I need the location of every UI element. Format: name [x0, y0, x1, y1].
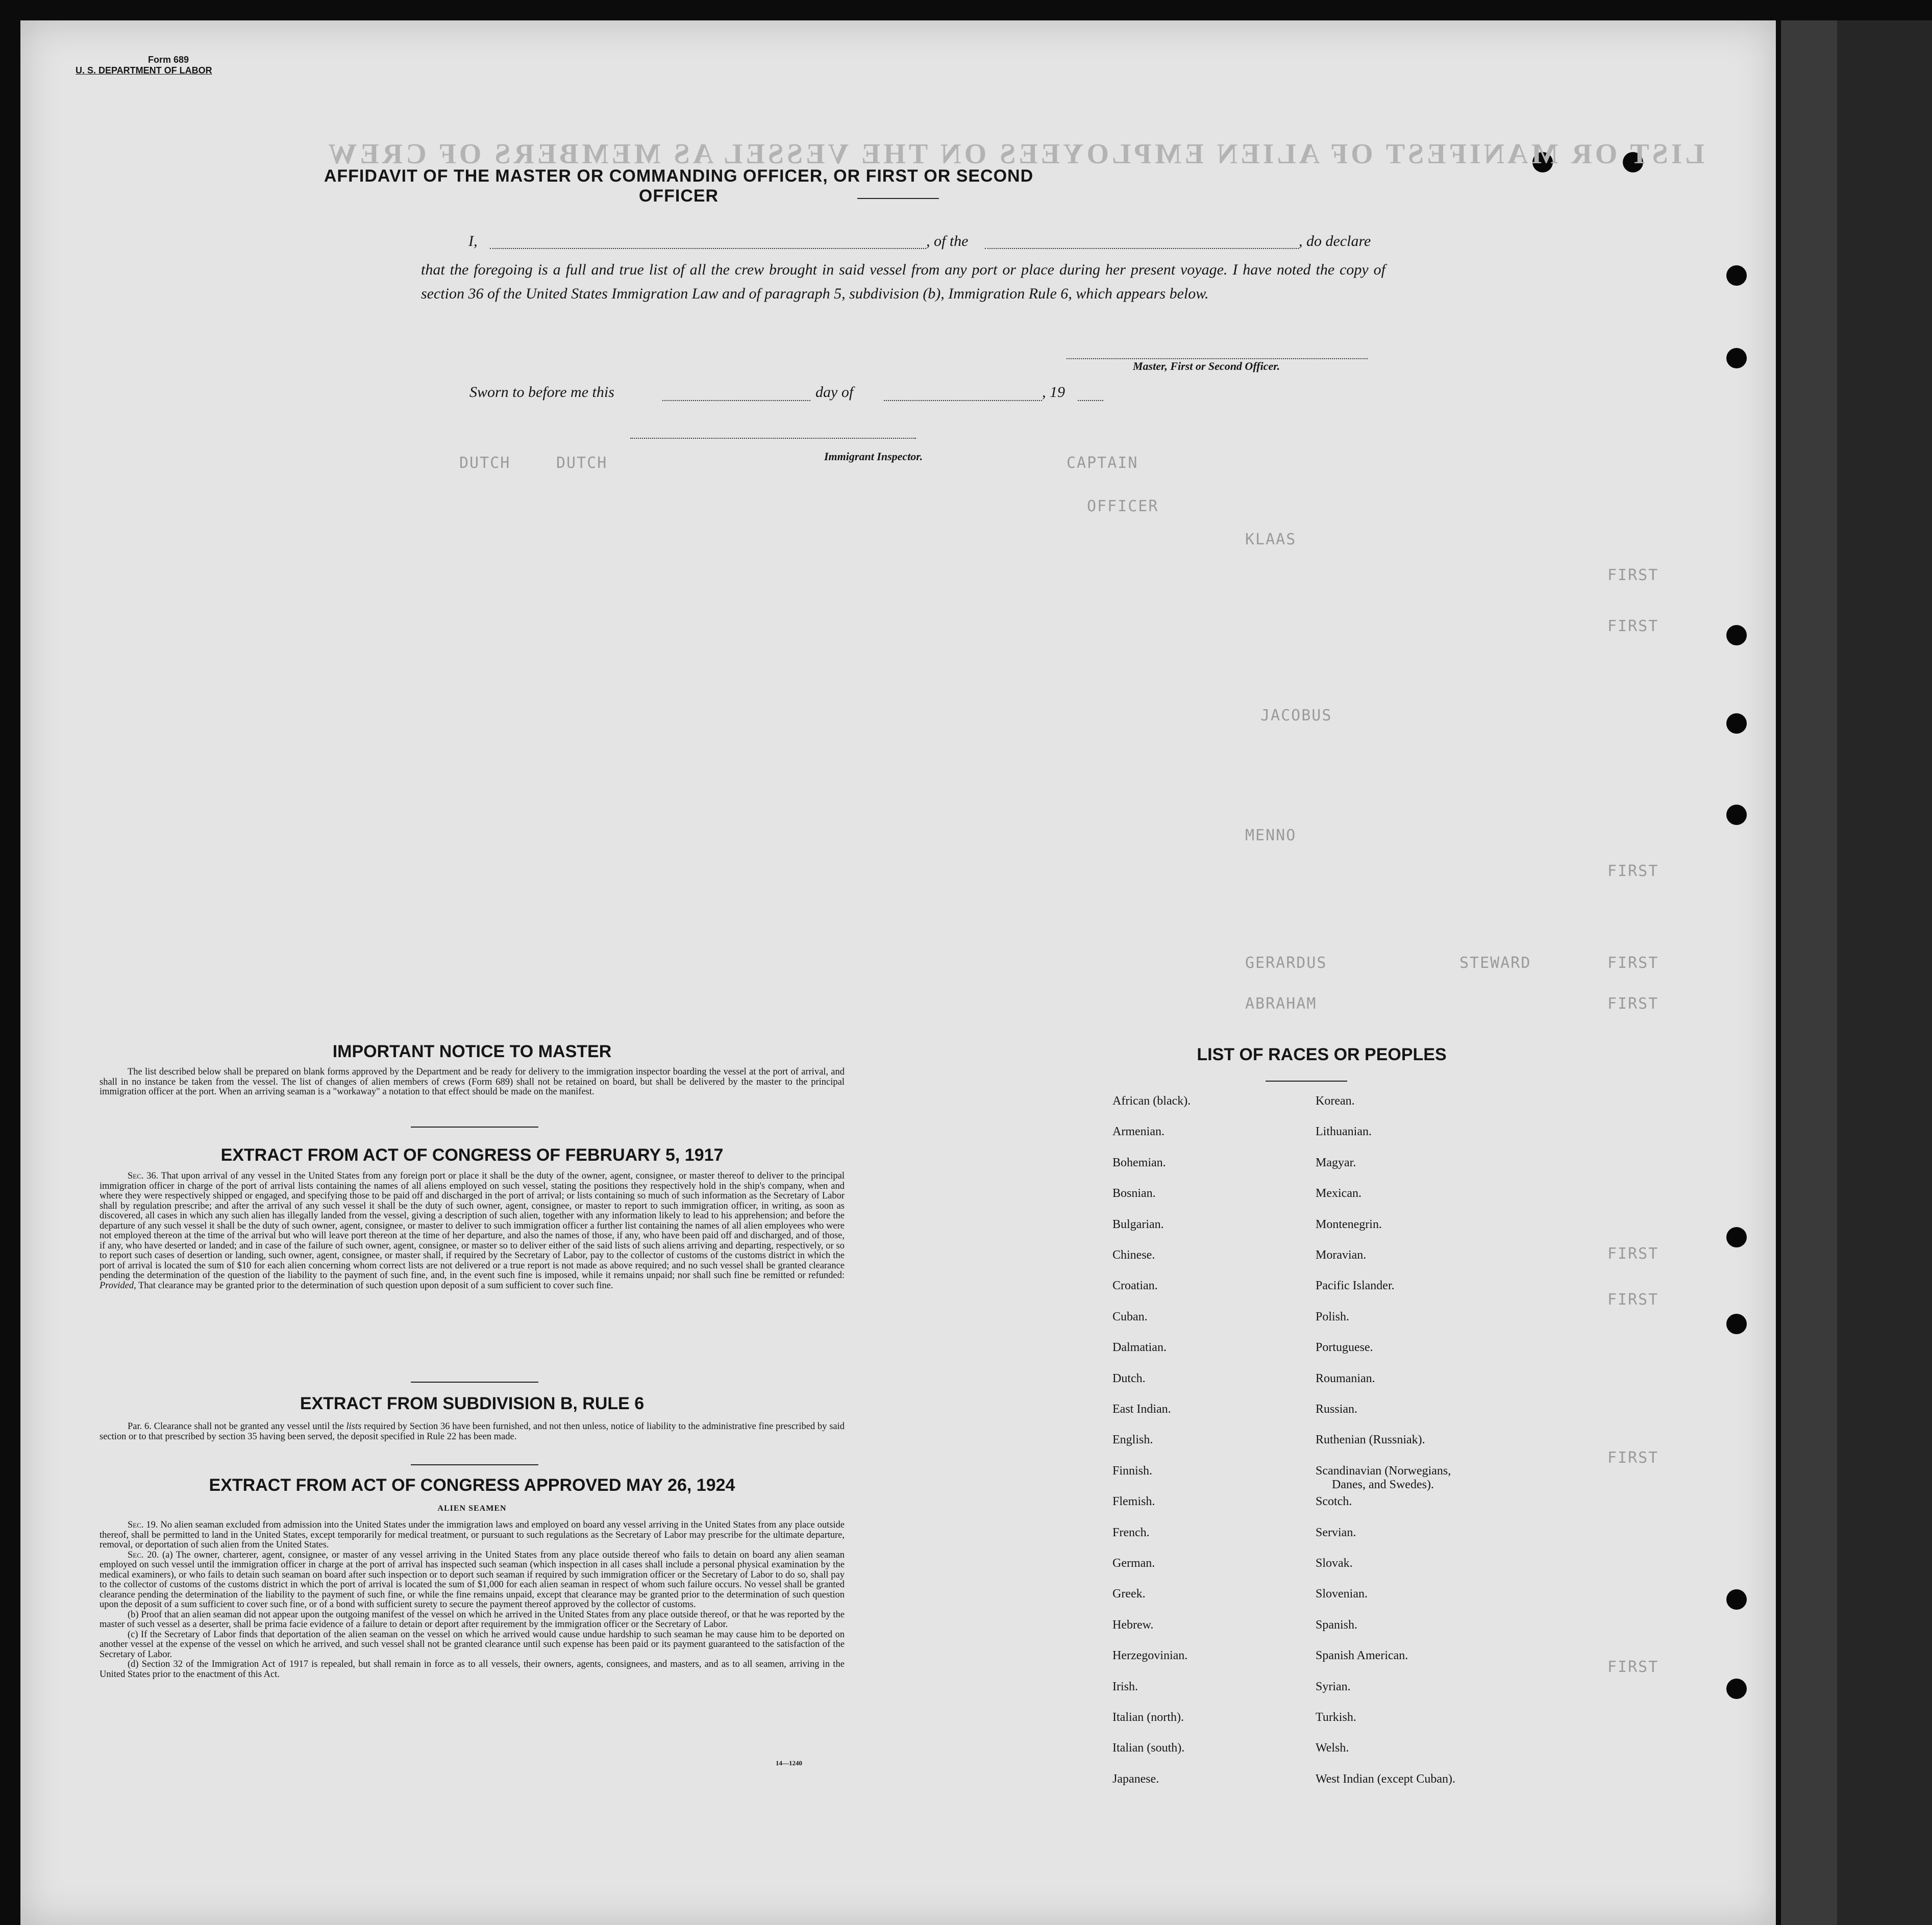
races-rule — [1266, 1081, 1347, 1082]
race-item: Moravian. — [1316, 1248, 1367, 1262]
race-item: Welsh. — [1316, 1741, 1349, 1755]
race-item: Mexican. — [1316, 1187, 1361, 1201]
sec-20d: (d) Section 32 of the Immigration Act of 1917 is repealed, but shall remain in force as to all vessels, their owners, agents, consignees, and masters, and as to all seamen, arriving in the United States prior to the enactment of this Act. — [100, 1659, 845, 1680]
race-item: Italian (south). — [1112, 1741, 1185, 1755]
punch-hole — [1726, 1679, 1747, 1699]
race-item: Servian. — [1316, 1526, 1356, 1539]
sec-19 — [100, 1520, 845, 1551]
sworn-prefix: Sworn to before me this — [469, 384, 614, 401]
bleed-mark: JACOBUS — [1260, 707, 1332, 724]
sworn-month-blank[interactable] — [884, 400, 1042, 401]
sec-19-label: Sec. 19. — [128, 1520, 158, 1530]
race-item: Turkish. — [1316, 1711, 1356, 1724]
race-item: Montenegrin. — [1316, 1217, 1382, 1231]
sec-20-label: Sec. 20. — [128, 1549, 159, 1560]
declare-of-the: , of the — [926, 233, 969, 249]
race-item: Croatian. — [1112, 1279, 1158, 1293]
race-item: English. — [1112, 1433, 1153, 1447]
extract-1917-title: EXTRACT FROM ACT OF CONGRESS OF FEBRUARY 5, 1917 — [220, 1145, 724, 1165]
race-item: Scandinavian (Norwegians, — [1316, 1464, 1451, 1478]
proviso-label: Provided, — [100, 1280, 136, 1291]
bleed-mark: CAPTAIN — [1067, 454, 1138, 472]
race-item: Bosnian. — [1112, 1187, 1156, 1201]
punch-hole — [1726, 805, 1747, 825]
sec-36-text: That upon arrival of any vessel in the United States from any foreign port or place it shall be the duty of the owner, agent, consignee, or master thereof to deliver to the principal immigration officer in charge of the port of arrival lists containing the names of all aliens employed on such vessel, stating the positions they respectively hold in the ship's company, when and where they were respectively shipped or engaged, and specifying those to be paid off and discharged in the port of arrival; or lists containing so much of such information as the Secretary of Labor shall by regulation prescribe; and after the arrival of any such vessel it shall be the duty of such owner, agent, consignee, or master to report to such immigration officer, in writing, as soon as discovered, all cases in which any such alien has illegally landed from the vessel, giving a description of such alien, together with any information likely to lead to his apprehension; and before the departure of any such vessel it shall be the duty of such owner, agent, consignee, or master to deliver to such immigration officer a further list containing the names of all alien employees who were not employed thereon at the time of the arrival but who will leave port thereon at the time of her departure, and also the names of those, if any, who have been paid off and discharged, and of those, if any, who have deserted or landed; and in case of the failure of such owner, agent, consignee, or master so to deliver either of the said lists of such aliens arriving and departing, respectively, or so to report such cases of desertion or landing, such owner, agent, consignee, or master shall, if required by the Secretary of Labor, pay to the collector of customs of the customs district in which the port of arrival is located the sum of $10 for each alien concerning whom correct lists are not delivered or a true report is not made as above required; and no such vessel shall be granted clearance pending the determination of the question of the liability to the payment of such fine, and, in the event such fine is imposed, while it remains unpaid; nor shall such fine be remitted or refunded: — [100, 1171, 845, 1281]
bleed-mark: MENNO — [1245, 827, 1297, 844]
race-item: Italian (north). — [1112, 1711, 1184, 1724]
signature-label: Master, First or Second Officer. — [1133, 360, 1280, 372]
notice-body: The list described below shall be prepared on blank forms approved by the Department and be ready for delivery to the immigration inspector boarding the vessel at the port of arrival, and shall in no instance be taken from the vessel. The list of changes of alien members of crews (Form 689) shall not be retained on board, but shall be delivered by the master to the principal immigration officer at the port. When an arriving seaman is a "workaway" a notation to that effect should be made on the manifest. — [100, 1067, 845, 1097]
sec-20c: (c) If the Secretary of Labor finds that deportation of the alien seaman on the vessel on which he arrived would cause undue hardship to such seaman he may cause him to be deported on another vessel at the expense of the vessel on which he arrived, and such vessel shall not be granted clearance until such expense has been paid or its payment guaranteed to the satisfaction of the Secretary of Labor. — [100, 1629, 845, 1660]
race-item: Flemish. — [1112, 1495, 1155, 1509]
race-item: Dalmatian. — [1112, 1341, 1167, 1355]
race-item: Bulgarian. — [1112, 1217, 1164, 1231]
race-item: German. — [1112, 1557, 1155, 1570]
vessel-blank[interactable] — [985, 248, 1299, 249]
bleed-mark: FIRST — [1607, 1245, 1659, 1263]
race-item: Spanish American. — [1316, 1649, 1408, 1663]
sec-19-text: No alien seaman excluded from admission into the United States under the immigration laws and employed on board any vessel arriving in the United States from any place outside thereof, shall be permitted to land in the United States, except temporarily for medical treatment, or pursuant to such regulations as the Secretary of Labor may prescribe for the ultimate departure, removal, or deportation of such alien from the United States. — [100, 1520, 845, 1550]
race-item: Slovak. — [1316, 1557, 1353, 1570]
race-item: Ruthenian (Russniak). — [1316, 1433, 1425, 1447]
race-item: Bohemian. — [1112, 1156, 1166, 1169]
races-title: LIST OF RACES OR PEOPLES — [1197, 1045, 1447, 1064]
sworn-year-blank[interactable] — [1078, 400, 1103, 401]
sec-20a-text: (a) The owner, charterer, agent, consignee, or master of any vessel arriving in the United States from any place outside thereof who fails to detain on board any alien seaman employed on such vessel until the immigration officer in charge at the port of arrival has inspected such seaman (which inspection in all cases shall include a personal physical examination by the medical examiners), or who fails to detain such seaman on board after such inspection or to deport such seaman if required by such immigration officer or the Secretary of Labor to do so, shall pay to the collector of customs of the customs district in which the port of arrival is located the sum of $1,000 for each alien seaman in respect of whom such failure occurs. No vessel shall be granted clearance pending the determination of the liability to the payment of such fine, or while the fine remains unpaid, except that clearance may be granted prior to the determination of such question upon the deposit of a sum sufficient to cover such fine, or of a bond with sufficient surety to secure the payment thereof approved by the collector of customs. — [100, 1549, 845, 1610]
form-number: Form 689 — [148, 55, 189, 65]
bleed-mark: OFFICER — [1087, 497, 1159, 515]
race-item: West Indian (except Cuban). — [1316, 1772, 1455, 1786]
section-rule — [411, 1382, 538, 1383]
race-item: Cuban. — [1112, 1310, 1148, 1323]
proviso-text: That clearance may be granted prior to the determination of such question upon deposit of a sum sufficient to cover such fine. — [138, 1280, 613, 1291]
race-item: Scotch. — [1316, 1495, 1352, 1509]
punch-hole — [1726, 348, 1747, 368]
section-rule — [411, 1127, 538, 1128]
inspector-signature-line[interactable] — [630, 438, 916, 439]
race-item: Irish. — [1112, 1680, 1138, 1693]
race-item: French. — [1112, 1526, 1150, 1539]
sec-20b: (b) Proof that an alien seaman did not appear upon the outgoing manifest of the vessel on which he arrived in the United States from any place outside thereof, or that he was reported by the master of such vessel as a deserter, shall be prima facie evidence of a failure to detain or deport after requirement by the immigration officer or the Secretary of Labor. — [100, 1609, 845, 1630]
declare-i: I, — [468, 233, 478, 249]
extract-rule6-body — [100, 1422, 845, 1442]
race-item: Finnish. — [1112, 1464, 1153, 1478]
bleed-mark: GERARDUS — [1245, 954, 1327, 972]
bleed-mark: FIRST — [1607, 995, 1659, 1013]
page-edge-shadow — [1781, 20, 1837, 1925]
bleed-mark: FIRST — [1607, 1449, 1659, 1467]
bleed-mark: FIRST — [1607, 566, 1659, 584]
bleed-mark: FIRST — [1607, 954, 1659, 972]
race-item: Spanish. — [1316, 1618, 1358, 1632]
race-item: Magyar. — [1316, 1156, 1356, 1169]
race-item: Russian. — [1316, 1403, 1358, 1416]
punch-hole — [1726, 265, 1747, 286]
bleed-through-title: LIST OR MANIFEST OF ALIEN EMPLOYEES ON THE VESSEL AS MEMBERS OF CREW — [325, 138, 1704, 170]
section-rule — [411, 1464, 538, 1465]
race-item: East Indian. — [1112, 1403, 1171, 1416]
bleed-mark: FIRST — [1607, 1291, 1659, 1309]
sworn-day-of: day of — [815, 384, 854, 401]
extract-1924-body — [100, 1520, 845, 1680]
bleed-mark: DUTCH — [459, 454, 511, 472]
punch-hole — [1726, 1589, 1747, 1610]
sworn-year: , 19 — [1042, 384, 1065, 401]
bleed-mark: STEWARD — [1459, 954, 1531, 972]
signature-line[interactable] — [1067, 358, 1368, 359]
punch-hole — [1726, 1314, 1747, 1334]
print-code: 14—1240 — [776, 1759, 802, 1767]
bleed-mark: FIRST — [1607, 1658, 1659, 1676]
race-item: Pacific Islander. — [1316, 1279, 1395, 1293]
race-item: Dutch. — [1112, 1371, 1146, 1385]
par-6-lists: lists — [346, 1421, 362, 1432]
race-item: Japanese. — [1112, 1772, 1159, 1786]
bleed-mark: KLAAS — [1245, 531, 1297, 548]
race-item: Polish. — [1316, 1310, 1350, 1323]
affidavit-body: that the foregoing is a full and true list of all the crew brought in said vessel from any port or place during her present voyage. I have noted the copy of section 36 of the United States Immigration Law and of paragraph 5, subdivision (b), Immigration Rule 6, which appears below. — [421, 261, 1385, 302]
race-item: Chinese. — [1112, 1248, 1155, 1262]
bleed-mark: ABRAHAM — [1245, 995, 1317, 1013]
notice-title: IMPORTANT NOTICE TO MASTER — [332, 1042, 612, 1061]
race-item: Portuguese. — [1316, 1341, 1373, 1355]
race-item: Armenian. — [1112, 1125, 1165, 1139]
inspector-label: Immigrant Inspector. — [824, 450, 923, 463]
extract-rule6-title: EXTRACT FROM SUBDIVISION B, RULE 6 — [300, 1394, 645, 1413]
extract-1917-body — [100, 1171, 845, 1291]
sec-20a — [100, 1551, 845, 1610]
bleed-mark: FIRST — [1607, 862, 1659, 880]
bleed-mark: FIRST — [1607, 617, 1659, 635]
race-item: Hebrew. — [1112, 1618, 1154, 1632]
par-6-text-post: required by Section 36 have been furnished, and not then unless, notice of liability to the administrative fine prescribed by said section or to that prescribed by section 35 having been served, the deposit specified in Rule 22 has been made. — [100, 1421, 845, 1442]
sec-36-label: Sec. 36. — [128, 1171, 159, 1181]
punch-hole — [1726, 1227, 1747, 1247]
race-item: Herzegovinian. — [1112, 1649, 1188, 1663]
punch-hole — [1726, 713, 1747, 734]
extract-1924-title: EXTRACT FROM ACT OF CONGRESS APPROVED MAY 26, 1924 — [209, 1476, 735, 1495]
race-item: Syrian. — [1316, 1680, 1351, 1693]
affidavit-title: AFFIDAVIT OF THE MASTER OR COMMANDING OFFICER, OR FIRST OR SECOND OFFICER — [324, 166, 1034, 206]
race-item: African (black). — [1112, 1094, 1191, 1108]
name-blank[interactable] — [490, 248, 926, 249]
department-name: U. S. DEPARTMENT OF LABOR — [76, 65, 212, 76]
race-item: Danes, and Swedes). — [1332, 1478, 1434, 1491]
race-item: Slovenian. — [1316, 1587, 1368, 1601]
race-item: Lithuanian. — [1316, 1125, 1372, 1139]
declare-end: , do declare — [1299, 233, 1371, 249]
sworn-day-blank[interactable] — [662, 400, 810, 401]
race-item: Greek. — [1112, 1587, 1146, 1601]
punch-hole — [1726, 625, 1747, 645]
title-rule — [857, 198, 939, 199]
bleed-mark: DUTCH — [556, 454, 608, 472]
race-item: Roumanian. — [1316, 1371, 1375, 1385]
alien-seamen-subtitle: ALIEN SEAMEN — [437, 1504, 507, 1513]
race-item: Korean. — [1316, 1094, 1355, 1108]
par-6-text-pre: Par. 6. Clearance shall not be granted any vessel until the — [128, 1421, 344, 1432]
